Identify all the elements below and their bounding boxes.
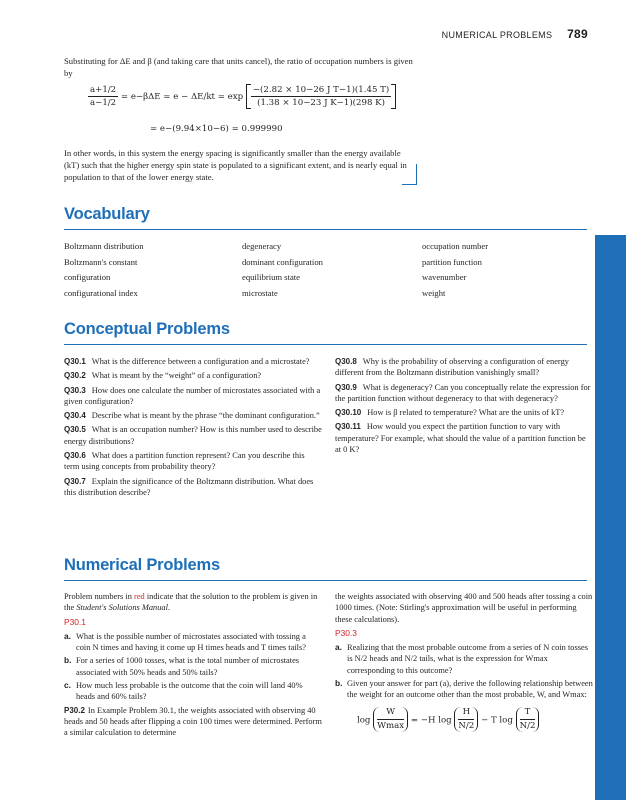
question-text: What is meant by the “weight” of a configuration? — [91, 371, 262, 381]
vocab-term: weight — [422, 287, 446, 298]
question-text: What is the difference between a configuration and a microstate? — [91, 357, 310, 366]
conceptual-question — [64, 450, 322, 473]
conceptual-question — [64, 476, 322, 499]
conceptual-question — [64, 410, 322, 421]
conceptual-question — [64, 385, 322, 408]
question-number: Q30.6 — [64, 451, 86, 461]
problem-p30-2: P30.2 In Example Problem 30.1, the weights associated with observing 40 heads and 50 heads after flipping a coin 100 times were determined. Perform a similar calculation to determine — [64, 705, 322, 738]
question-text: How does one calculate the number of microstates associated with a given configuration? — [64, 385, 321, 406]
solutions-manual-title: Student's Solutions Manual — [76, 603, 168, 613]
end-of-example-mark — [402, 164, 417, 185]
question-text: How is β related to temperature? What are the units of kT? — [367, 408, 565, 418]
question-number: Q30.11 — [335, 422, 361, 432]
vocab-term: wavenumber — [422, 272, 467, 282]
conceptual-question — [335, 356, 593, 379]
exp-denominator: (1.38 × 10−23 J K−1)(298 K) — [257, 98, 385, 108]
p30-3-items — [335, 642, 593, 700]
question-number: Q30.8 — [335, 357, 357, 366]
red-number-note: Problem numbers in red indicate that the solution to the problem is given in the Student's Solutions Manual. — [64, 592, 318, 613]
vocab-term: degeneracy — [242, 241, 282, 251]
p30-2-continued: the weights associated with observing 400 and 500 heads after tossing a coin 1000 times. (Note: Stirling's approximation will be useful in performing these calculations). — [335, 592, 593, 624]
red-word: red — [134, 592, 145, 601]
part-letter: c. — [64, 680, 71, 691]
question-text: Describe what is meant by the phrase “the dominant configuration.” — [91, 411, 320, 421]
equation-middle: = e−βΔE = e − ΔE/kt = exp — [120, 92, 244, 102]
weight-log-equation: log $\frac{W}{Wmax}$ = −H log $\frac{H}{N/2}$ − T log $\frac{T}{N/2}$ — [357, 707, 593, 733]
question-text: What is an occupation number? How is this number used to describe energy distributions? — [64, 425, 322, 446]
vocab-term: configuration — [64, 272, 111, 282]
vocab-term: Boltzmann distribution — [64, 241, 144, 251]
question-number: Q30.2 — [64, 371, 86, 381]
problem-part — [64, 631, 322, 654]
numerical-rule — [64, 580, 587, 581]
question-text: What does a partition function represent? Can you describe this term using concepts from probability theory? — [64, 451, 305, 472]
problem-part — [64, 680, 322, 703]
problem-label-p30-1: P30.1 — [64, 616, 86, 627]
exp-bracket — [246, 84, 396, 109]
conceptual-question — [64, 370, 322, 381]
part-letter: b. — [335, 678, 343, 689]
intro-paragraph: Substituting for ΔE and β (and taking care that units cancel), the ratio of occupation numbers is given by — [64, 56, 413, 78]
part-letter: a. — [64, 630, 71, 641]
vocab-term: Boltzmann's constant — [64, 256, 138, 267]
part-letter: b. — [64, 655, 72, 666]
vocab-term: equilibrium state — [242, 272, 300, 282]
conceptual-question — [335, 382, 593, 405]
question-number: Q30.5 — [64, 425, 86, 435]
problem-part — [64, 655, 322, 678]
question-text: How would you expect the partition function to vary with temperature? For example, what should the value of a partition function be at 0 K? — [335, 422, 586, 455]
numerical-heading: Numerical Problems — [64, 556, 220, 574]
conceptual-question — [64, 356, 322, 367]
question-number: Q30.9 — [335, 382, 357, 392]
question-text: What is degeneracy? Can you conceptually relate the expression for the partition function without degeneracy to that with degeneracy? — [335, 382, 591, 403]
vocab-term: occupation number — [422, 241, 489, 251]
vocab-term: partition function — [422, 256, 482, 267]
vocab-term: dominant configuration — [242, 256, 323, 267]
conceptual-question — [335, 407, 593, 418]
problem-part — [335, 642, 593, 676]
running-header — [442, 27, 588, 41]
part-text: What is the possible number of microstates associated with tossing a coin N times and having it come up H times heads and T times tails? — [76, 631, 306, 653]
vocab-term: configurational index — [64, 287, 138, 298]
vocab-term: microstate — [242, 287, 278, 298]
question-number: Q30.1 — [64, 357, 86, 366]
question-text: Why is the probability of observing a configuration of energy different from the Boltzmann distribution vanishingly small? — [335, 357, 569, 378]
question-number: Q30.4 — [64, 411, 86, 421]
conceptual-question — [64, 424, 322, 447]
problem-label-p30-3: P30.3 — [335, 627, 357, 638]
chapter-edge-tab — [595, 235, 626, 800]
ratio-numerator: a+1/2 — [90, 85, 117, 95]
conceptual-question — [335, 421, 593, 455]
vocabulary-list — [64, 241, 584, 298]
conceptual-left-column — [64, 356, 322, 501]
question-number: Q30.10 — [335, 408, 362, 418]
numerical-left-column — [64, 591, 322, 742]
running-title: NUMERICAL PROBLEMS — [441, 30, 553, 40]
equation-ratio — [88, 84, 396, 109]
conceptual-right-column — [335, 356, 593, 458]
numerical-right-column — [335, 591, 593, 732]
problem-label-p30-2: P30.2 — [64, 705, 85, 715]
question-number: Q30.7 — [64, 476, 86, 486]
vocabulary-heading: Vocabulary — [64, 205, 150, 223]
ratio-fraction — [88, 85, 118, 108]
question-number: Q30.3 — [64, 385, 86, 395]
exp-numerator: −(2.82 × 10−26 J T−1)(1.45 T) — [252, 85, 390, 95]
p30-1-items — [64, 631, 322, 703]
part-text: For a series of 1000 tosses, what is the total number of microstates associated with 50% heads and 50% tails? — [76, 656, 300, 677]
part-text: How much less probable is the outcome that the coin will land 40% heads and 60% tails? — [76, 681, 303, 702]
question-text: Explain the significance of the Boltzmann distribution. What does this distribution describe? — [64, 476, 314, 497]
conceptual-heading: Conceptual Problems — [64, 320, 230, 338]
vocabulary-rule — [64, 229, 587, 230]
equation-result: = e−(9.94×10−6) = 0.999990 — [150, 124, 283, 134]
ratio-denominator: a−1/2 — [90, 98, 117, 108]
part-text: Realizing that the most probable outcome from a series of N coin tosses is N/2 heads and N/2 tails, what is the expression for Wmax corresponding to this outcome? — [347, 643, 588, 675]
part-text: Given your answer for part (a), derive the following relationship between the weight for an outcome other than the most probable, W, and Wmax: — [347, 679, 593, 700]
problem-part — [335, 678, 593, 701]
conclusion-paragraph: In other words, in this system the energy spacing is significantly smaller than the energy available (kT) such that the higher energy spin state is populated to a significant extent, and is nearly equal in population to that of the lower energy state. — [64, 148, 407, 182]
page-number: 789 — [567, 27, 588, 41]
part-letter: a. — [335, 642, 342, 653]
conceptual-rule — [64, 344, 587, 345]
